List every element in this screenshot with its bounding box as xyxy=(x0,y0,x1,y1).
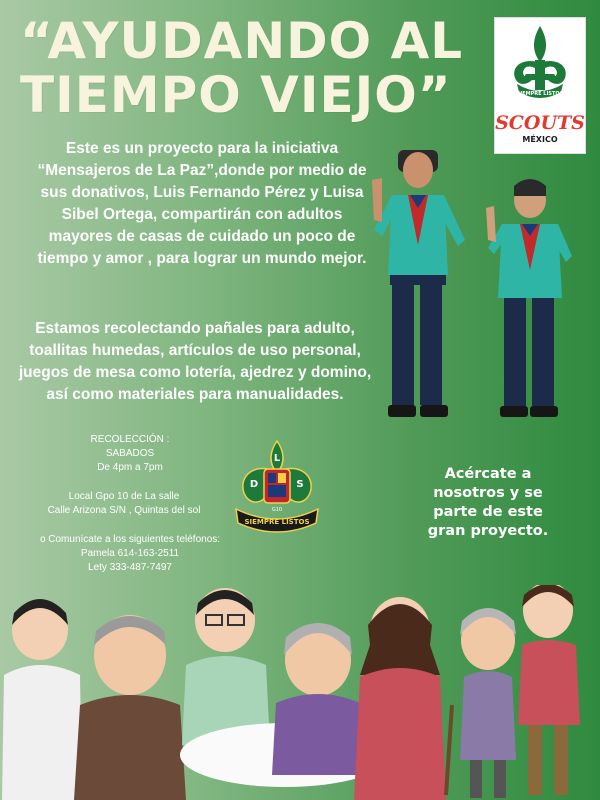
mexico-wordmark: MÉXICO xyxy=(522,135,558,144)
location-line-1: Local Gpo 10 de La salle xyxy=(68,491,180,502)
intro-paragraph: Este es un proyecto para la iniciativa “Mensajeros de La Paz”,donde por medio de sus donativos, Luis Fernando Pérez y Luisa Sibel Ortega, compartirán con adultos mayores de casas de cuidado un poco de tiempo y amor , para lograr un mundo mejor. xyxy=(37,140,367,267)
location-line-2: Calle Arizona S/N , Quintas del sol xyxy=(47,505,201,516)
contact-phone-1: Pamela 614-163-2511 xyxy=(80,548,180,559)
crest-group-label: G10 xyxy=(271,507,283,513)
poster-title xyxy=(20,14,490,122)
call-to-action: Acércate a nosotros y se parte de este gran proyecto. xyxy=(427,466,549,539)
scouts-photo xyxy=(370,150,580,425)
svg-text:SIEMPRE LISTOS: SIEMPRE LISTOS xyxy=(516,91,564,97)
schedule-day: SABADOS xyxy=(105,448,155,459)
scout-girl-figure xyxy=(486,179,572,417)
collection-schedule xyxy=(70,433,190,475)
collecting-paragraph: Estamos recolectando pañales para adulto, toallitas humedas, artículos de uso personal, juegos de mesa como lotería, ajedrez y domino, así como materiales para manualidades. xyxy=(18,320,372,403)
contact-phone-2: Lety 333-487-7497 xyxy=(88,562,172,573)
elderly-walker-figure xyxy=(446,608,516,798)
fleur-de-lis-icon xyxy=(495,18,585,113)
scouts-mexico-logo xyxy=(494,17,586,154)
group-crest-icon xyxy=(230,437,325,537)
scout-boy-figure xyxy=(372,150,465,417)
location-info xyxy=(34,490,214,518)
crest-letter-l: L xyxy=(273,453,281,464)
elderly-woman-figure xyxy=(272,623,364,775)
crest-letter-s: S xyxy=(296,479,304,490)
caregiver-figure-3 xyxy=(354,597,446,800)
elderly-man-figure xyxy=(74,615,186,800)
caregiver-figure-4 xyxy=(518,585,580,795)
schedule-label: RECOLECCIÓN : xyxy=(90,434,170,445)
crest-banner-text: SIEMPRE LISTOS xyxy=(244,518,310,526)
schedule-hours: De 4pm a 7pm xyxy=(97,462,163,473)
crest-letter-d: D xyxy=(249,479,259,490)
scouts-wordmark: SCOUTS xyxy=(495,112,585,134)
title-line-1: “AYUDANDO AL xyxy=(20,12,464,70)
caregiver-figure-1 xyxy=(2,599,82,800)
contact-intro: o Comunícate a los siguientes teléfonos: xyxy=(39,534,221,545)
elderly-care-illustration xyxy=(0,585,600,800)
title-line-2: TIEMPO VIEJO” xyxy=(20,66,452,124)
caregiver-figure-2 xyxy=(182,588,270,745)
contact-info xyxy=(20,533,240,575)
